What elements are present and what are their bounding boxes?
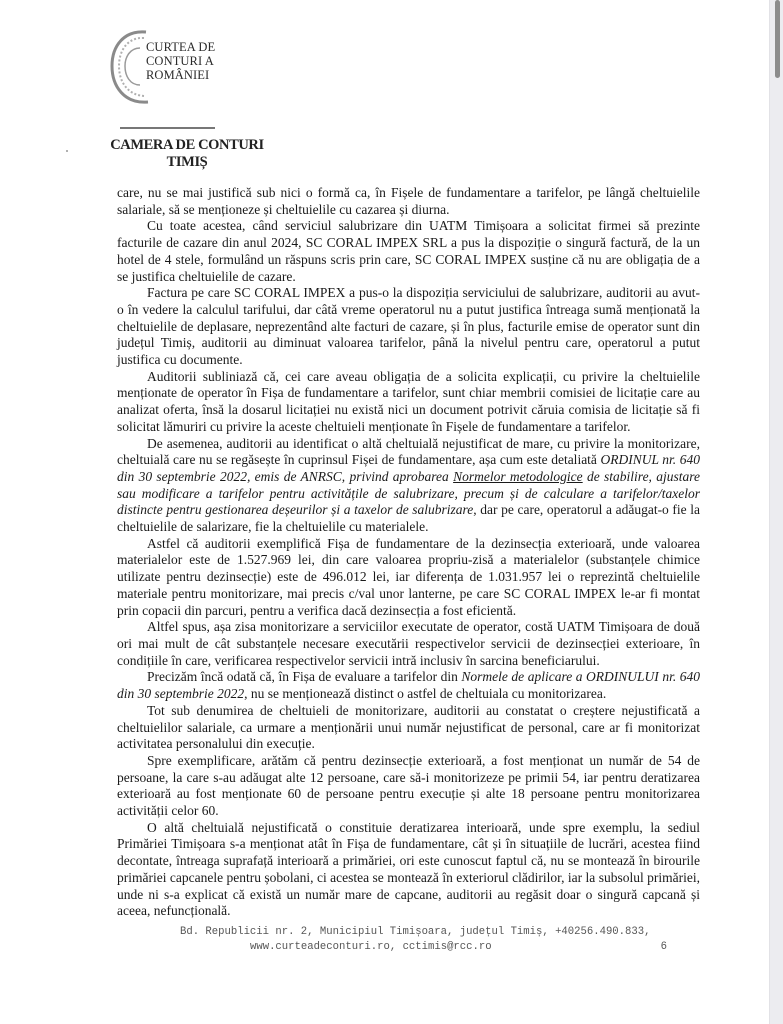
text-run: Tot sub denumirea de cheltuieli de monitorizare, auditorii au constatat o creștere nejustificată a cheltuielilor salariale, ca urmare a menționării unui număr nejustificat de personal, care ar fi monitorizat activitatea personalului din execuție. [117, 702, 700, 752]
paragraph [117, 185, 700, 218]
text-run: De asemenea, auditorii au identificat o altă cheltuială nejustificat de mare, cu privire la monitorizare, cheltuială care nu se regăsește în cuprinsul Fișei de fundamentare, așa cum este detaliată [117, 435, 700, 468]
paragraph [117, 536, 700, 620]
text-run: Spre exemplificare, arătăm că pentru dezinsecție exterioară, a fost menționat un număr de 54 de persoane, la care s-au adăugat alte 12 persoane, care să-i monitorizeze pe primii 54, iar pentru deratizarea exterioară au fost menționate 60 de persoane pentru execuție și alte 18 persoane pentru monitorizarea activității celor 60. [117, 752, 700, 819]
paragraph [117, 436, 700, 536]
italic-reference: ORDINUL nr. 640 din 30 septembrie 2022, emis de ANRSC, privind aprobarea [117, 452, 700, 484]
scan-speck [66, 150, 68, 152]
paragraph [117, 218, 700, 285]
page-footer [180, 925, 700, 955]
page-number: 6 [660, 941, 667, 953]
paragraph [117, 820, 700, 920]
underline [453, 469, 583, 484]
scrollbar-thumb[interactable] [775, 0, 780, 78]
paragraph [117, 369, 700, 436]
court-of-accounts-logo [110, 28, 220, 100]
text-run: O altă cheltuială nejustificată o constituie deratizarea interioară, unde spre exemplu, la sediul Primăriei Timișoara s-a menționat atât în Fișa de fundamentare, cât și în situațiile de lucrări, acestea fiind decontate, întreaga suprafață interioară a primăriei, ori este cunoscut faptul că, nu se montează în birourile primăriei capcanele pentru șobolani, ci acestea se montează în exteriorul clădirilor, iar la subsolul primăriei, unde ni s-a explicat că există un număr mare de capcane, auditorii au regăsit doar o singură capcană și aceea, nefuncțională. [117, 819, 700, 919]
text-run: Cu toate acestea, când serviciul salubrizare din UATM Timișoara a solicitat firmei să prezinte facturile de cazare din anul 2024, SC CORAL IMPEX SRL a pus la dispoziție o singură factură, de la un hotel de 4 stele, formulând un răspuns scris prin care, SC CORAL IMPEX susține că nu are obligația de a se justifica cheltuielile de cazare. [117, 218, 700, 284]
logo-line: ROMÂNIEI [146, 68, 210, 82]
italic-reference: Normele de aplicare a ORDINULUI nr. 640 din 30 septembrie 2022 [117, 669, 700, 702]
paragraph [117, 703, 700, 753]
text-run: Auditorii subliniază că, cei care aveau obligația de a solicita explicații, cu privire la cheltuielile menționate de operator în Fișa de fundamentare a tarifelor, sunt chiar membrii comisiei de licitație care au analizat oferta, însă la dosarul licitației nu există nici un document potrivit căruia comisia de licitație să fi solicitat lămuriri cu privire la aceste cheltuieli menționate în Fișele de fundamentare a tarifelor. [117, 368, 700, 434]
paragraph [117, 753, 700, 820]
logo-text [146, 40, 215, 82]
chamber-title [92, 137, 282, 171]
logo-line: CURTEA DE [146, 40, 216, 54]
footer-contact: www.curteadeconturi.ro, cctimis@rcc.ro [250, 941, 492, 953]
chamber-title-line: TIMIȘ [166, 154, 208, 170]
paragraph [117, 619, 700, 669]
header-divider [120, 127, 215, 129]
text-run: Altfel spus, așa zisa monitorizare a serviciilor executate de operator, costă UATM Timișoara de două ori mai mult de cât substanțele necesare executării respectivelor servicii de dezinsecției exterioare, în condițiile în care, verificarea respectivelor servicii intră inclusiv în sarcina beneficiarului. [117, 619, 700, 668]
paragraph [117, 285, 700, 369]
logo-line: CONTURI A [146, 54, 214, 68]
crescent-c-emblem-icon [110, 28, 150, 106]
text-run: care, nu se mai justifică sub nici o formă ca, în Fișele de fundamentare a tarifelor, pe lângă cheltuielile salariale, să se menționeze și cheltuielile cu cazarea și diurna. [117, 185, 700, 217]
text-run: , nu se menționează distinct o astfel de cheltuiala cu monitorizarea. [244, 686, 607, 702]
footer-address: Bd. Republicii nr. 2, Municipiul Timișoara, județul Timiș, +40256.490.833, [180, 926, 651, 938]
italic-reference: de stabilire, ajustare sau modificare a tarifelor pentru activitățile de salubrizare, precum și de calculare a tarifelor/taxelor distincte pentru gestionarea deșeurilor și a taxelor de salubrizare [117, 468, 700, 518]
text-run: , dar pe care, operatorul a adăugat-o fie la cheltuielile de salarizare, fie la cheltuielile cu materialele. [117, 502, 700, 535]
underlined-reference: Normelor metodologice [453, 468, 583, 484]
text-run: Astfel că auditorii exemplifică Fișa de fundamentare de la dezinsecția exterioară, unde valoarea materialelor este de 1.527.969 lei, din care valoarea propriu-zisă a materialelor (substanțele chimice utilizate pentru dezinsecție) este de 496.012 lei, iar diferența de 1.031.957 lei o reprezintă cheltuielile materiale pentru monitorizare, mai precis c/val unor lanterne, pe care SC CORAL IMPEX le-ar fi montat prin copacii din parcuri, pentru a verifica dacă dezinsecția a fost eficientă. [117, 535, 700, 618]
chamber-title-line: CAMERA DE CONTURI [110, 137, 264, 153]
paragraph [117, 669, 700, 702]
text-run: Precizăm încă odată că, în Fișa de evaluare a tarifelor din [147, 669, 462, 685]
text-run: Factura pe care SC CORAL IMPEX a pus-o la dispoziția serviciului de salubrizare, auditorii au avut-o în vedere la calculul tarifului, dar câtă vreme operatorul nu a putut justifica întreaga sumă menționată la cheltuielile de deplasare, neprezentând alte facturi de cazare, și în plus, facturile emise de operator sunt din județul Timiș, auditorii au diminuat valoarea tarifelor, până la nivelul pentru care, operatorul a putut justifica cu documente. [117, 285, 700, 368]
document-body [117, 185, 700, 920]
vertical-scrollbar[interactable] [769, 0, 783, 1024]
